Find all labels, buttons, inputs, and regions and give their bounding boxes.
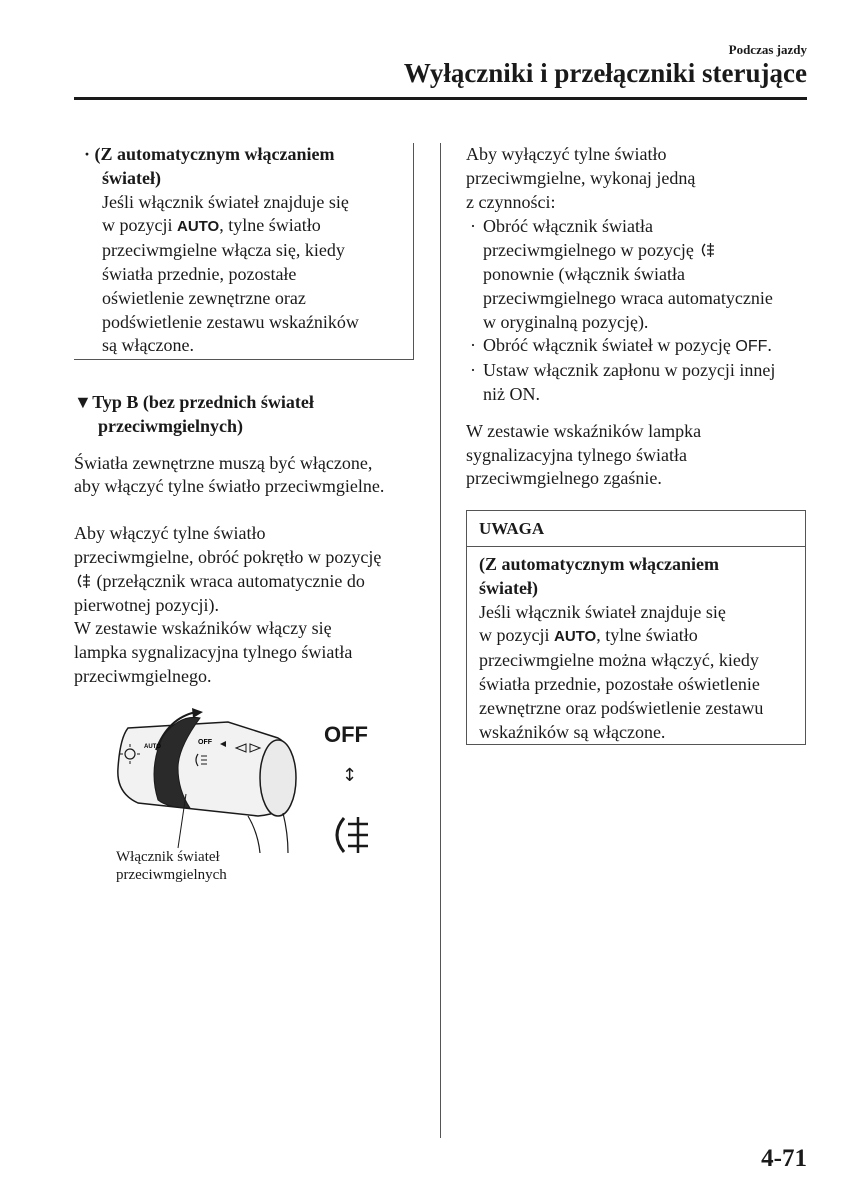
- auto-position-label: AUTO: [176, 218, 220, 236]
- triangle-marker-icon: ▼: [74, 392, 92, 412]
- list-item: · Obróć włącznik światła przeciwmgielnego w pozycję ponownie (włącznik światła przeciwmgielnego wraca automatycznie w oryginalną pozycję).: [470, 216, 773, 332]
- auto-position-label: AUTO: [553, 628, 597, 646]
- list-item: · Obróć włącznik świateł w pozycję OFF.: [470, 335, 772, 356]
- header-rule: [74, 97, 807, 100]
- right-column: Aby wyłączyć tylne światło przeciwmgielne, wykonaj jedną z czynności: · Obróć włącznik światła przeciwmgielnego w pozycję ponownie (włącznik światła przeciwmgielnego wraca automatycznie w oryginalną pozycję). · Obróć włącznik świateł w pozycję OFF. · Ustaw włącznik zapłonu w pozycji innej niż ON. W zestawie wskaźników lampka sygnalizacyjna tylnego światła przeciwmgielnego zgaśnie.: [466, 143, 811, 491]
- paragraph-indicator-off: W zestawie wskaźników lampka sygnalizacyjna tylnego światła przeciwmgielnego zgaśnie.: [466, 420, 702, 489]
- bullet-dot: ·: [84, 144, 91, 164]
- note-body: (Z automatycznym włączaniem świateł) Jeśli włącznik świateł znajduje się w pozycji AUTO, tylne światło przeciwmgielne można włączyć, kiedy światła przednie, pozostałe oświetlenie zewnętrzne oraz podświetlenie zestawu wskaźników są włączone.: [479, 554, 764, 742]
- figure-caption: Włącznik świateł przeciwmgielnych: [116, 849, 227, 883]
- note-box: [466, 510, 806, 745]
- stalk-off-label: OFF: [198, 739, 212, 746]
- rear-fog-icon: [698, 242, 716, 258]
- off-position-label: OFF: [735, 338, 768, 356]
- type-b-section: ▼ Typ B (bez przednich świateł przeciwmgielnych) Światła zewnętrzne muszą być włączone, aby włączyć tylne światło przeciwmgielne. Aby włączyć tylne światło przeciwmgielne, obróć pokrętło w pozycję (przełącznik wraca automatycznie do pierwotnej pozycji). W zestawie wskaźników włączy się lampka sygnalizacyjna tylnego światła przeciwmgielnego.: [74, 391, 424, 689]
- rear-fog-large-icon: [326, 814, 372, 856]
- paragraph-exterior-lights: Światła zewnętrzne muszą być włączone, aby włączyć tylne światło przeciwmgielne.: [74, 452, 385, 497]
- page-title: Wyłączniki i przełączniki sterujące: [403, 58, 807, 88]
- auto-note-content: · (Z automatycznym włączaniem świateł) Jeśli włącznik świateł znajduje się w pozycji AUTO, tylne światło przeciwmgielne włącza się, kiedy światła przednie, pozostałe oświetlenie zewnętrzne oraz podświetlenie zestawu wskaźników są włączone.: [84, 143, 409, 358]
- auto-note-heading: · (Z automatycznym włączaniem: [84, 144, 335, 164]
- list-item: · Ustaw włącznik zapłonu w pozycji innej niż ON.: [470, 360, 776, 404]
- off-label: OFF: [324, 722, 368, 747]
- rear-fog-icon: [74, 573, 92, 589]
- column-divider: [440, 143, 441, 1138]
- up-down-arrow-icon: ↕: [342, 765, 358, 786]
- note-heading: UWAGA: [467, 511, 805, 547]
- stalk-auto-label: AUTO: [144, 744, 161, 750]
- paragraph-turn-on: Aby włączyć tylne światło przeciwmgielne, obróć pokrętło w pozycję (przełącznik wraca automatycznie do pierwotnej pozycji). W zestawie wskaźników włączy się lampka sygnalizacyjna tylnego światła przeciwmgielnego.: [74, 523, 382, 686]
- type-b-heading: ▼ Typ B (bez przednich świateł: [74, 391, 424, 415]
- section-label: Podczas jazdy: [728, 42, 807, 57]
- page-number: 4-71: [761, 1145, 807, 1172]
- turn-off-steps: [466, 215, 811, 406]
